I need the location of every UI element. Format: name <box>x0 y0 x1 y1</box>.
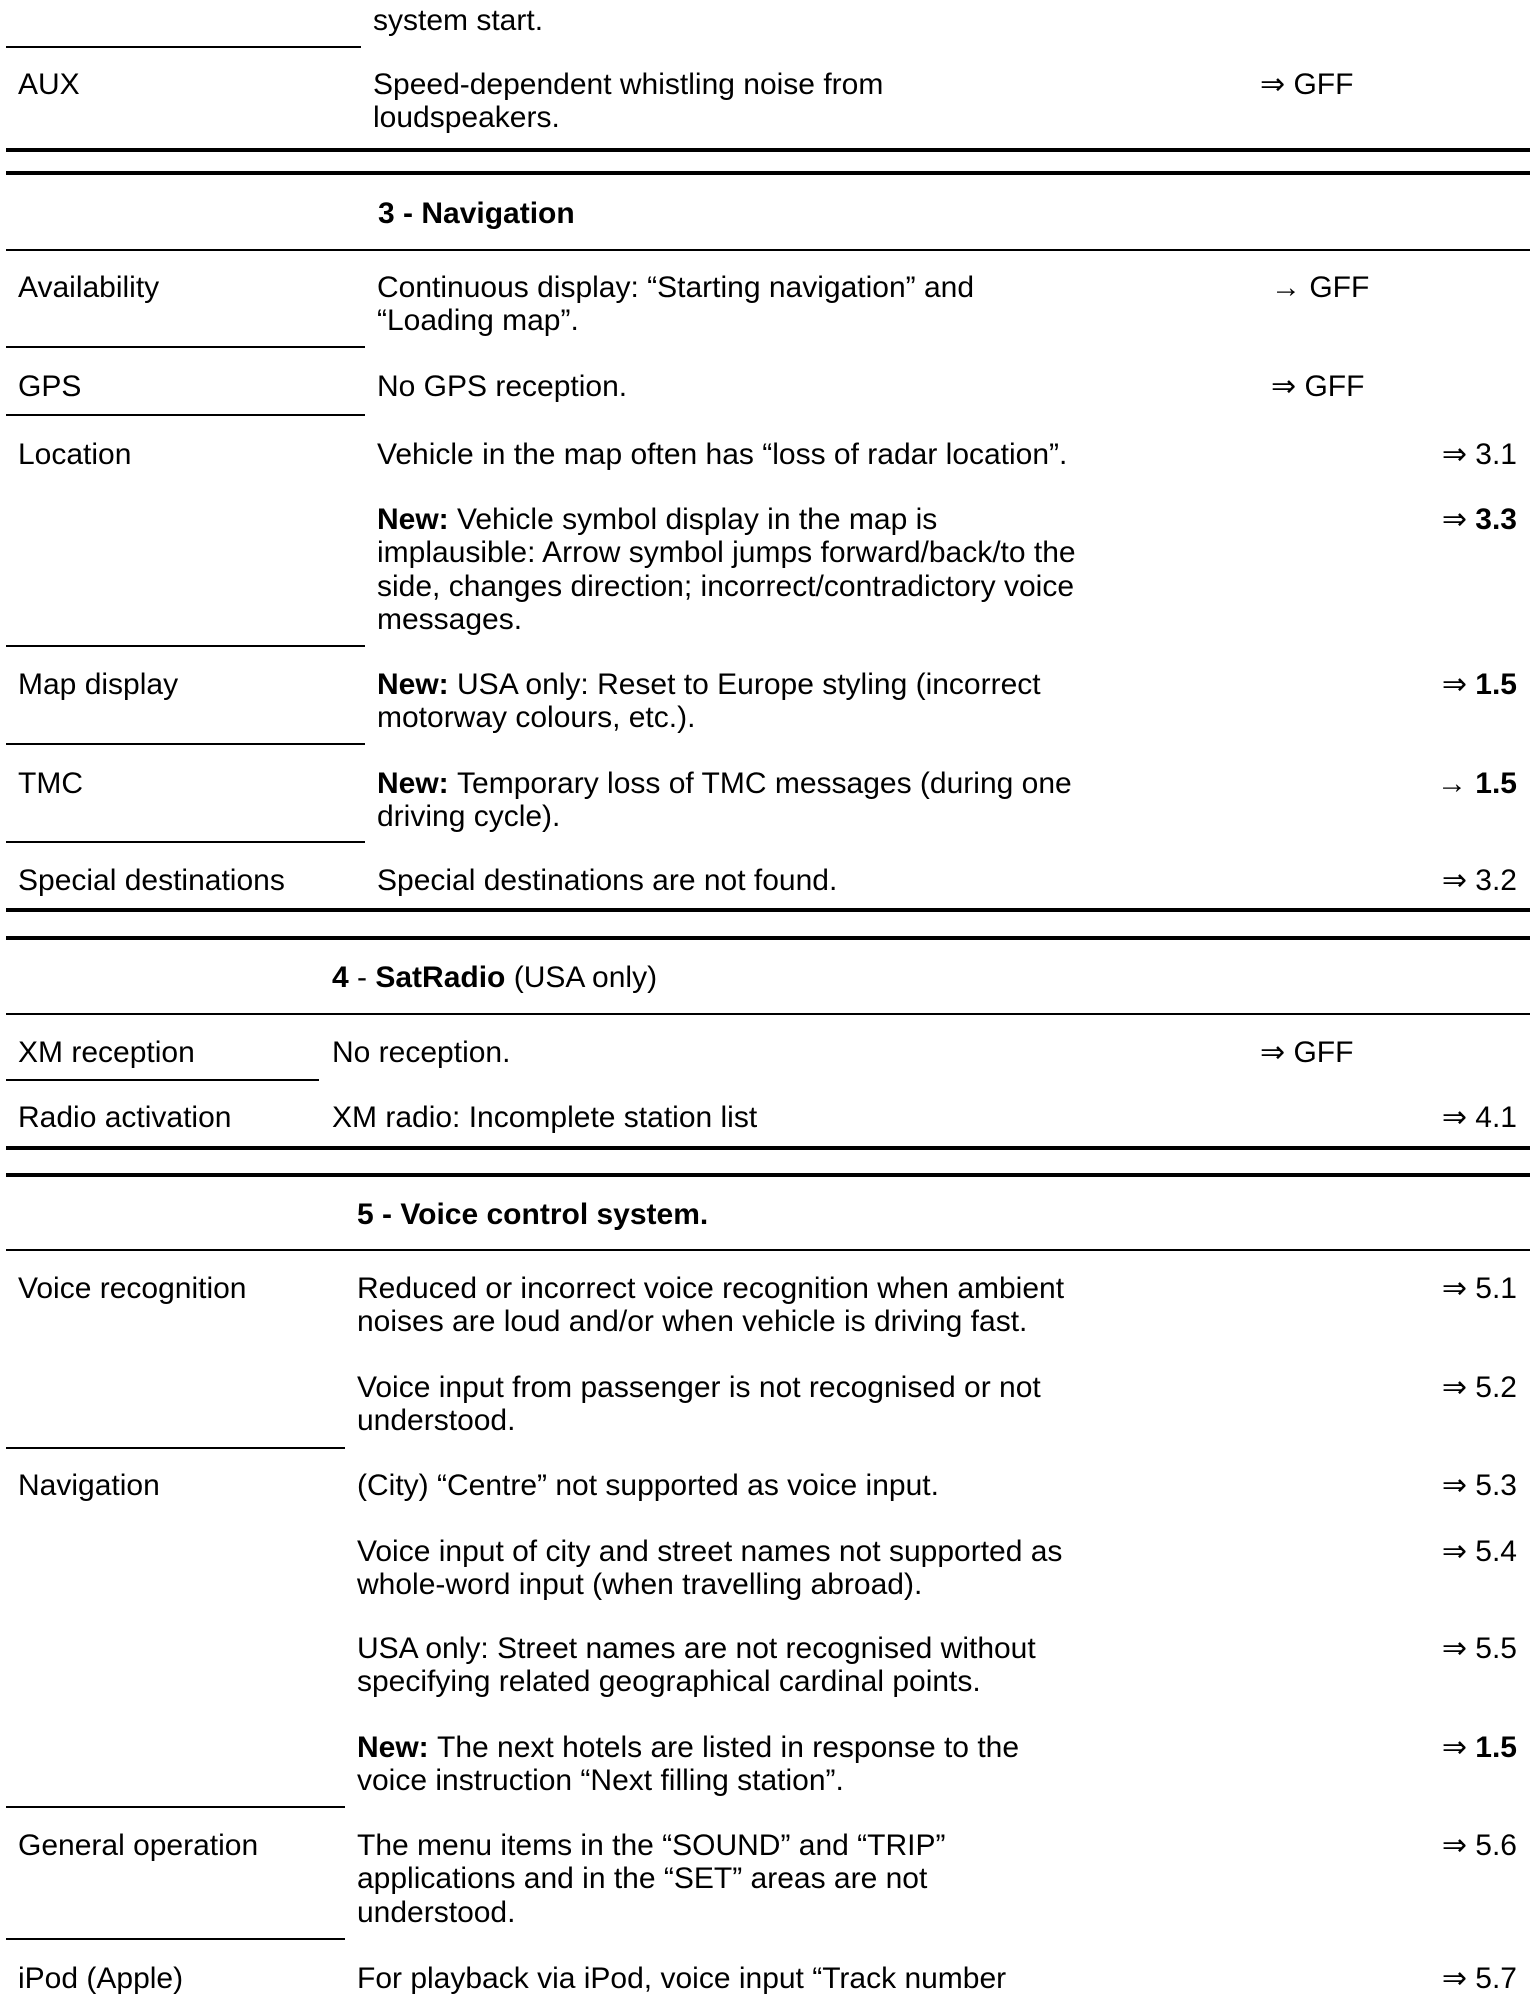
row-label-ipod: iPod (Apple) <box>18 1962 184 1995</box>
xm-reception-description <box>332 1036 510 1069</box>
ipod-reference <box>1442 1962 1517 1995</box>
section-heading-navigation <box>378 197 575 230</box>
row-label-voice-navigation: Navigation <box>18 1469 160 1502</box>
arrow-icon: ⇒ <box>1441 668 1467 701</box>
description-line: Speed-dependent whistling noise from <box>373 68 884 101</box>
arrow-icon: ⇒ <box>1271 370 1297 403</box>
description-line: The menu items in the “SOUND” and “TRIP” <box>357 1829 946 1862</box>
description-line <box>377 668 1041 701</box>
section-separator: - <box>403 197 414 230</box>
description-line: side, changes direction; incorrect/contradictory voice <box>377 569 1075 603</box>
description-line: No reception. <box>332 1036 511 1069</box>
arrow-icon: → <box>1271 271 1301 304</box>
reference-target: GFF <box>1304 370 1365 403</box>
general-operation-reference <box>1442 1829 1517 1862</box>
row-divider <box>6 1079 319 1081</box>
description-line: (City) “Centre” not supported as voice input. <box>357 1469 939 1502</box>
reference-target: 1.5 <box>1475 1731 1517 1764</box>
location-reference-2 <box>1442 503 1517 536</box>
description-line: Voice input of city and street names not supported as <box>357 1535 1063 1568</box>
description-line: loudspeakers. <box>373 101 560 135</box>
ipod-description <box>357 1962 1006 1995</box>
availability-reference <box>1271 271 1369 304</box>
description-line: USA only: Street names are not recognised without <box>357 1632 1036 1665</box>
arrow-icon: ⇒ <box>1441 1371 1467 1404</box>
section-number: 5 <box>357 1198 374 1231</box>
description-line: whole-word input (when travelling abroad). <box>357 1568 923 1602</box>
description-line: “Loading map”. <box>377 304 579 338</box>
voice-navigation-reference-4 <box>1442 1731 1517 1764</box>
row-divider <box>6 841 365 843</box>
arrow-icon: ⇒ <box>1441 1101 1467 1134</box>
voice-recognition-description-2 <box>357 1371 1041 1438</box>
xm-reception-reference <box>1260 1036 1353 1069</box>
arrow-icon: ⇒ <box>1260 1036 1286 1069</box>
reference-target: 5.4 <box>1475 1535 1517 1568</box>
description-line <box>377 767 1072 800</box>
section-divider <box>6 148 1530 152</box>
description-line: Voice input from passenger is not recognised or not <box>357 1371 1041 1404</box>
description-line: Continuous display: “Starting navigation” and <box>377 271 975 304</box>
description-line: motorway colours, etc.). <box>377 701 696 735</box>
section-title: Navigation <box>421 197 575 230</box>
row-label-map-display: Map display <box>18 668 179 701</box>
description-line: driving cycle). <box>377 800 561 834</box>
description-line <box>357 1731 1019 1764</box>
section-title: SatRadio <box>375 961 506 994</box>
heading-divider <box>6 1249 1530 1251</box>
description-line: understood. <box>357 1404 516 1438</box>
reference-target: 5.6 <box>1475 1829 1517 1862</box>
reference-target: 5.5 <box>1475 1632 1517 1665</box>
reference-target: 1.5 <box>1475 668 1517 701</box>
description-line: For playback via iPod, voice input “Track number <box>357 1962 1007 1995</box>
reference-target: 5.7 <box>1475 1962 1517 1995</box>
description-line: Special destinations are not found. <box>377 864 838 897</box>
row-divider <box>6 645 365 647</box>
reference-target: 1.5 <box>1475 767 1517 800</box>
reference-target: 5.1 <box>1475 1272 1517 1305</box>
new-label: New: <box>377 668 449 701</box>
reference-target: 3.3 <box>1475 503 1517 536</box>
description-line: messages. <box>377 602 523 636</box>
map-display-description <box>377 668 1041 735</box>
description-line <box>377 503 1076 536</box>
availability-description <box>377 271 974 338</box>
description-text: The next hotels are listed in response to the <box>437 1731 1020 1764</box>
section-note: (USA only) <box>513 961 658 994</box>
section-number: 4 <box>332 961 349 994</box>
arrow-icon: ⇒ <box>1260 68 1286 101</box>
row-divider <box>6 346 365 348</box>
aux-reference <box>1260 68 1353 101</box>
row-divider <box>6 46 361 48</box>
arrow-icon: → <box>1436 767 1467 800</box>
section-divider <box>6 1146 1530 1150</box>
reference-target: 5.3 <box>1475 1469 1517 1502</box>
voice-navigation-reference-1 <box>1442 1469 1517 1502</box>
voice-recognition-reference-1 <box>1442 1272 1517 1305</box>
aux-description <box>373 68 883 135</box>
description-line: implausible: Arrow symbol jumps forward/back/to the <box>377 536 1076 570</box>
section-heading-satradio <box>332 961 657 994</box>
description-line: system start. <box>373 4 544 37</box>
heading-divider <box>6 249 1530 251</box>
gps-reference <box>1271 370 1364 403</box>
description-line: No GPS reception. <box>377 370 628 403</box>
description-line: Vehicle in the map often has “loss of radar location”. <box>377 438 1068 471</box>
reference-target: 5.2 <box>1475 1371 1517 1404</box>
row-label-aux: AUX <box>18 68 80 101</box>
new-label: New: <box>377 767 449 800</box>
voice-navigation-reference-2 <box>1442 1535 1517 1568</box>
row-label-tmc: TMC <box>18 767 83 800</box>
section-title: Voice control system. <box>400 1198 709 1231</box>
row-label-xm-reception: XM reception <box>18 1036 195 1069</box>
map-display-reference <box>1442 668 1517 701</box>
row-label-gps: GPS <box>18 370 82 403</box>
radio-activation-description <box>332 1101 757 1134</box>
row-label-location: Location <box>18 438 132 471</box>
row-divider <box>6 1938 345 1940</box>
section-number: 3 <box>378 197 395 230</box>
row-divider <box>6 743 365 745</box>
arrow-icon: ⇒ <box>1441 1469 1467 1502</box>
description-line: applications and in the “SET” areas are not <box>357 1862 928 1896</box>
reference-target: 3.1 <box>1475 438 1517 471</box>
radio-activation-reference <box>1442 1101 1517 1134</box>
voice-recognition-reference-2 <box>1442 1371 1517 1404</box>
voice-navigation-description-4 <box>357 1731 1019 1798</box>
arrow-icon: ⇒ <box>1441 864 1467 897</box>
location-reference-1 <box>1442 438 1517 471</box>
voice-navigation-reference-3 <box>1442 1632 1517 1665</box>
description-text: Vehicle symbol display in the map is <box>457 503 938 536</box>
voice-recognition-description-1 <box>357 1272 1064 1339</box>
row-label-general-operation: General operation <box>18 1829 259 1862</box>
description-line: Reduced or incorrect voice recognition when ambient <box>357 1272 1065 1305</box>
tmc-reference <box>1437 767 1517 800</box>
row-divider <box>6 414 365 416</box>
reference-target: GFF <box>1309 271 1370 304</box>
section-divider <box>6 1173 1530 1177</box>
row-label-voice-recognition: Voice recognition <box>18 1272 247 1305</box>
description-line: noises are loud and/or when vehicle is driving fast. <box>357 1305 1028 1339</box>
description-line: understood. <box>357 1895 516 1929</box>
row-divider <box>6 1447 345 1449</box>
voice-navigation-description-2 <box>357 1535 1062 1602</box>
reference-target: GFF <box>1293 1036 1354 1069</box>
row-divider <box>6 1806 345 1808</box>
row-label-special-destinations: Special destinations <box>18 864 285 897</box>
new-label: New: <box>357 1731 429 1764</box>
arrow-icon: ⇒ <box>1441 1535 1467 1568</box>
arrow-icon: ⇒ <box>1441 1829 1467 1862</box>
heading-divider <box>6 1013 1530 1015</box>
reference-target: 3.2 <box>1475 864 1517 897</box>
arrow-icon: ⇒ <box>1441 1272 1467 1305</box>
voice-navigation-description-1 <box>357 1469 939 1502</box>
section-divider <box>6 936 1530 940</box>
row-label-availability: Availability <box>18 271 160 304</box>
arrow-icon: ⇒ <box>1441 1632 1467 1665</box>
general-operation-description <box>357 1829 946 1929</box>
arrow-icon: ⇒ <box>1441 438 1467 471</box>
arrow-icon: ⇒ <box>1441 1731 1467 1764</box>
special-destinations-reference <box>1442 864 1517 897</box>
description-line: XM radio: Incomplete station list <box>332 1101 758 1134</box>
reference-target: 4.1 <box>1475 1101 1517 1134</box>
arrow-icon: ⇒ <box>1441 503 1467 536</box>
description-line: specifying related geographical cardinal points. <box>357 1665 981 1699</box>
section-divider <box>6 908 1530 912</box>
section-separator: - <box>357 961 368 994</box>
tmc-description <box>377 767 1072 834</box>
row-label-radio-activation: Radio activation <box>18 1101 232 1134</box>
voice-navigation-description-3 <box>357 1632 1036 1699</box>
new-label: New: <box>377 503 449 536</box>
section-heading-voice-control <box>357 1198 708 1231</box>
arrow-icon: ⇒ <box>1441 1962 1467 1995</box>
section-divider <box>6 171 1530 175</box>
special-destinations-description <box>377 864 837 897</box>
location-description-1 <box>377 438 1067 471</box>
continued-description <box>373 4 543 37</box>
description-text: USA only: Reset to Europe styling (incorrect <box>457 668 1041 701</box>
description-line: voice instruction “Next filling station”. <box>357 1764 844 1798</box>
description-text: Temporary loss of TMC messages (during one <box>457 767 1072 800</box>
reference-target: GFF <box>1293 68 1354 101</box>
gps-description <box>377 370 627 403</box>
section-separator: - <box>382 1198 393 1231</box>
location-description-2 <box>377 503 1076 636</box>
